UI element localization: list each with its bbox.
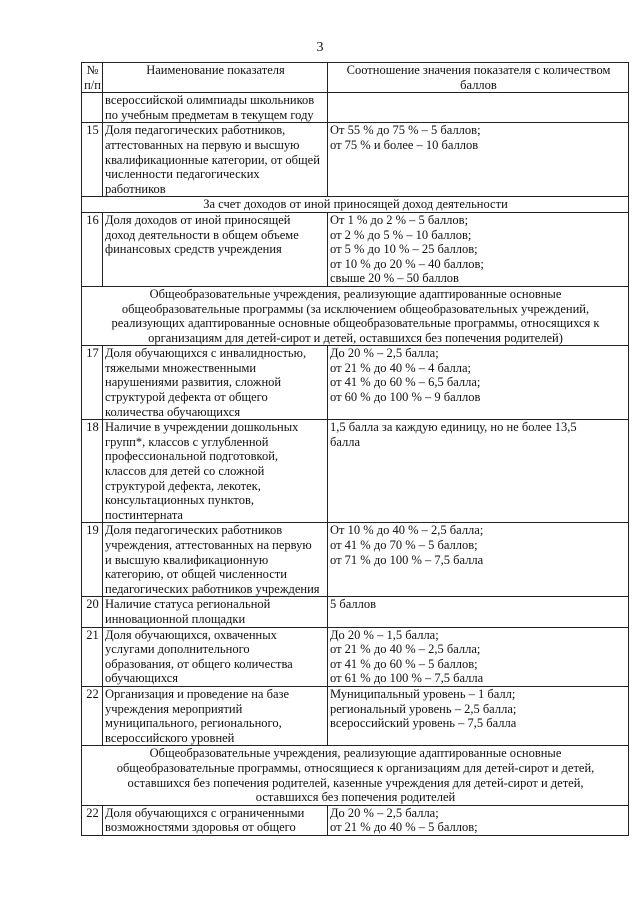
- table-row: [82, 420, 629, 523]
- section-header-row: [82, 286, 629, 345]
- table-row: [82, 346, 629, 420]
- row-number: 17: [82, 346, 103, 420]
- table-row: [82, 523, 629, 597]
- indicator-name: Доля доходов от иной приносящей доход деятельности в общем объеме финансовых средств учреждения: [103, 212, 328, 286]
- score-ratio: До 20 % – 2,5 балла; от 21 % до 40 % – 5 баллов;: [328, 805, 629, 835]
- row-number: 22: [82, 686, 103, 745]
- table-row: [82, 686, 629, 745]
- indicator-name: всероссийской олимпиады школьников по учебным предметам в текущем году: [103, 93, 328, 123]
- table-row: [82, 805, 629, 835]
- header-indicator-name: Наименование показателя: [103, 63, 328, 93]
- score-ratio: От 10 % до 40 % – 2,5 балла; от 41 % до 70 % – 5 баллов; от 71 % до 100 % – 7,5 балла: [328, 523, 629, 597]
- table-row: [82, 627, 629, 686]
- table-row: [82, 597, 629, 627]
- indicator-name: Доля обучающихся с инвалидностью, тяжелыми множественными нарушениями развития, сложной структурой дефекта от общего количества обучающихся: [103, 346, 328, 420]
- table-row: [82, 93, 629, 123]
- row-number: 21: [82, 627, 103, 686]
- section-header-row: [82, 746, 629, 805]
- score-ratio: От 1 % до 2 % – 5 баллов; от 2 % до 5 % – 10 баллов; от 5 % до 10 % – 25 баллов; от 10 % до 20 % – 40 баллов; свыше 20 % – 50 баллов: [328, 212, 629, 286]
- score-ratio: Муниципальный уровень – 1 балл; региональный уровень – 2,5 балла; всероссийский уровень – 7,5 балла: [328, 686, 629, 745]
- table-row: [82, 212, 629, 286]
- section-title: За счет доходов от иной приносящей доход деятельности: [82, 197, 629, 213]
- indicator-name: Наличие в учреждении дошкольных групп*, классов с углубленной профессиональной подготовкой, классов для детей со сложной структурой дефекта, лекотек, консультационных пунктов, постинтерната: [103, 420, 328, 523]
- score-ratio: До 20 % – 2,5 балла; от 21 % до 40 % – 4 балла; от 41 % до 60 % – 6,5 балла; от 60 % до 100 % – 9 баллов: [328, 346, 629, 420]
- section-header-row: [82, 197, 629, 213]
- row-number: 20: [82, 597, 103, 627]
- indicator-name: Наличие статуса региональной инновационной площадки: [103, 597, 328, 627]
- row-number: 19: [82, 523, 103, 597]
- score-ratio: 5 баллов: [328, 597, 629, 627]
- indicator-name: Доля обучающихся, охваченных услугами дополнительного образования, от общего количества обучающихся: [103, 627, 328, 686]
- score-ratio: 1,5 балла за каждую единицу, но не более 13,5 балла: [328, 420, 629, 523]
- row-number: 22: [82, 805, 103, 835]
- indicators-table: [81, 62, 629, 836]
- score-ratio: От 55 % до 75 % – 5 баллов; от 75 % и более – 10 баллов: [328, 123, 629, 197]
- indicator-name: Доля педагогических работников, аттестованных на первую и высшую квалификационные категории, от общей численности педагогических работников: [103, 123, 328, 197]
- score-ratio: До 20 % – 1,5 балла; от 21 % до 40 % – 2,5 балла; от 41 % до 60 % – 5 баллов; от 61 % до 100 % – 7,5 балла: [328, 627, 629, 686]
- indicator-name: Доля педагогических работников учреждения, аттестованных на первую и высшую квалификационную категорию, от общей численности педагогических работников учреждения: [103, 523, 328, 597]
- header-number: № п/п: [82, 63, 103, 93]
- row-number: 15: [82, 123, 103, 197]
- indicator-name: Организация и проведение на базе учреждения мероприятий муниципального, регионального, всероссийского уровней: [103, 686, 328, 745]
- table-body: [82, 93, 629, 836]
- row-number: [82, 93, 103, 123]
- row-number: 18: [82, 420, 103, 523]
- section-title: Общеобразовательные учреждения, реализующие адаптированные основные общеобразовательные программы (за исключением общеобразовательных учреждений, реализующих адаптированные основные общеобразовательные программы, относящихся к организациям для детей-сирот и детей, оставшихся без попечения родителей): [82, 286, 629, 345]
- section-title: Общеобразовательные учреждения, реализующие адаптированные основные общеобразовательные программы, относящиеся к организациям для детей-сирот и детей, оставшихся без попечения родителей, казенные учреждения для детей-сирот и детей, оставшихся без попечения родителей: [82, 746, 629, 805]
- table-row: [82, 123, 629, 197]
- row-number: 16: [82, 212, 103, 286]
- indicator-name: Доля обучающихся с ограниченными возможностями здоровья от общего: [103, 805, 328, 835]
- header-score-ratio: Соотношение значения показателя с количеством баллов: [328, 63, 629, 93]
- page-number: 3: [316, 40, 324, 55]
- table-header-row: [82, 63, 629, 93]
- score-ratio: [328, 93, 629, 123]
